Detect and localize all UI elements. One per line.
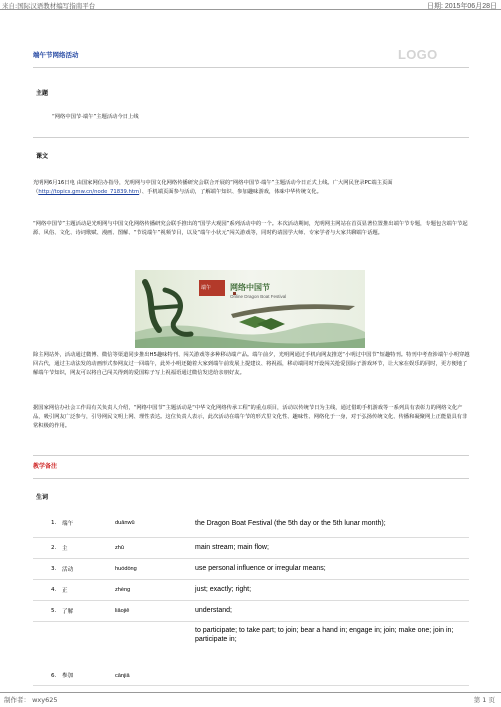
vocab-english: main stream; main flow; xyxy=(193,537,469,558)
vocab-number: 5. xyxy=(33,600,60,621)
footer-page-number: 第 1 页 xyxy=(473,696,495,704)
vocab-number: 4. xyxy=(33,579,60,600)
page-title: 端午节网络活动 xyxy=(33,51,79,59)
theme-heading: 主题 xyxy=(36,90,49,97)
teaching-notes-heading: 教学备注 xyxy=(33,463,58,470)
vocab-number: 1. xyxy=(33,510,60,537)
vocab-hanzi: 活动 xyxy=(60,558,113,579)
vocab-english: just; exactly; right; xyxy=(193,579,469,600)
text-heading: 课文 xyxy=(36,153,49,160)
vocab-table xyxy=(33,510,469,686)
table-row xyxy=(33,600,469,621)
vocab-number: 6. xyxy=(33,621,60,685)
notes-divider-2 xyxy=(33,478,469,479)
table-row xyxy=(33,558,469,579)
vocab-number: 2. xyxy=(33,537,60,558)
vocab-english: to participate; to take part; to join; bear a hand in; engage in; join; make one; join in; participate in; xyxy=(193,621,469,685)
paragraph-4: 据国家网信办社会工作局有关负责人介绍，“网络中国节”主题活动是“中华文化网络传承工程”的重点项目，活动以传统节日为主线，通过借助手机游戏等一系列具有表彰力的网络文化产品，吸引网友广泛参与，引导网民文明上网、理性表达。这位负责人表示，此次活动在端午节的形式里文化性、趣味性、网络化于一身，对于弘扬传统文化、传播和凝聚网上正能量具有非常积极的作用。 xyxy=(33,405,468,429)
paragraph-1-end: ）、手机端页面参与活动，了解端午知识、参加趣味游戏，体味中华传统文化。 xyxy=(139,189,322,195)
top-header xyxy=(0,0,501,10)
theme-text: “网络中国节·端午”主题活动今日上线 xyxy=(52,114,139,120)
vocab-hanzi: 参加 xyxy=(60,621,113,685)
vocab-hanzi: 端午 xyxy=(60,510,113,537)
vocab-hanzi: 了解 xyxy=(60,600,113,621)
vocab-pinyin: liǎojiě xyxy=(113,600,193,621)
vocab-english: use personal influence or irregular means; xyxy=(193,558,469,579)
vocab-pinyin: duānwǔ xyxy=(113,510,193,537)
vocab-hanzi: 主 xyxy=(60,537,113,558)
vocab-pinyin: zhǔ xyxy=(113,537,193,558)
header-source: 来自:国际汉语教材编写指南平台 xyxy=(2,2,96,10)
notes-divider xyxy=(33,455,469,456)
theme-divider xyxy=(33,137,469,138)
header-date: 日期: 2015年06月28日 xyxy=(426,3,497,10)
vocab-pinyin: zhèng xyxy=(113,579,193,600)
festival-banner-image xyxy=(135,270,365,348)
table-row xyxy=(33,510,469,537)
table-row xyxy=(33,621,469,685)
vocab-english: understand; xyxy=(193,600,469,621)
paragraph-2: “网络中国节”主题活动是光明网与中国文化网络传播研究会联手推出的“国学大观园”系列活动中的一个。本次活动期间，光明网主网站在首页显著位置推出端午节专题，专题包含端午节起源、风俗、文化、诗词歌赋、漫画、图解、“节说端午”视频节目，以及“端午小状元”闯关游戏等，同时约请国学大师、专家学者与大家共聊端午话题。 xyxy=(33,221,468,236)
banner-char: 端午 xyxy=(201,285,212,291)
table-row xyxy=(33,579,469,600)
paragraph-1 xyxy=(33,179,470,197)
vocab-english: the Dragon Boat Festival (the 5th day or the 5th lunar month); xyxy=(193,510,469,537)
logo: LOGO xyxy=(398,47,438,62)
vocab-heading: 生词 xyxy=(36,494,49,501)
vocab-number: 3. xyxy=(33,558,60,579)
vocab-pinyin: cānjiā xyxy=(113,621,193,685)
banner-subtitle: Online Dragon Boat Festival xyxy=(230,294,287,299)
vocab-pinyin: huódòng xyxy=(113,558,193,579)
footer-divider xyxy=(0,692,501,693)
footer-author: 制作者： wxy625 xyxy=(4,696,58,704)
paragraph-1-start: 光明网6月16日电 由国家网信办指导，光明网与中国文化网络传播研究会联合开展的“网络中国节·端午”主题活动今日正式上线。广大网民登录PC端主页面（ xyxy=(33,180,393,195)
topic-link[interactable]: http://topics.gmw.cn/node_71839.htm xyxy=(38,189,140,195)
table-row xyxy=(33,537,469,558)
paragraph-3: 除主网站外，活动通过微博、微信等渠道同步推出H5趣味特刊、闯关游戏等多种移动端产品。端午前夕，光明网通过手机向网友推送“小明过中国节”短趣特刊。特刊中考查涉端午小明穿越回古代，通过主动法发的动画形式参网友过一回端午，此外小明还随着大家到端午前发展上提建议、将祝福，移动端同时开设闯关抢爱国际子游戏环节，让大家在娱乐的同时，更方便地了解端午节知识，网友可以将自己闯关得到的爱国粽子写上祝福语通过微信发送给亲朋好友。 xyxy=(33,352,470,376)
vocab-hanzi: 正 xyxy=(60,579,113,600)
banner-logo-text: 网络中国节 xyxy=(230,283,270,292)
title-divider xyxy=(33,67,469,68)
